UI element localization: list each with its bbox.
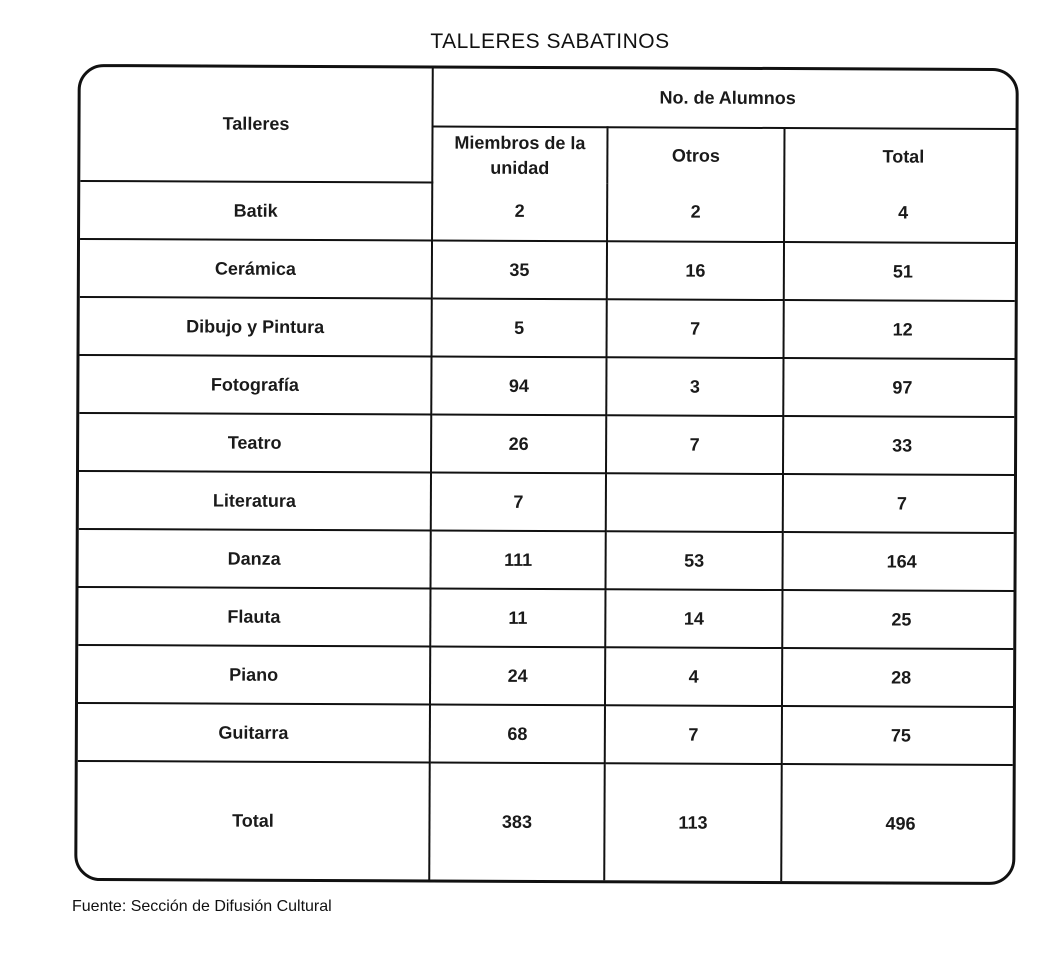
cell-miembros: 35 [432, 240, 607, 299]
cell-otros: 7 [607, 299, 784, 358]
cell-otros: 7 [606, 415, 783, 474]
cell-total-total: 496 [781, 764, 1019, 883]
table-row [78, 645, 1019, 707]
talleres-table [77, 67, 1019, 883]
table-row [79, 413, 1019, 475]
cell-miembros: 111 [431, 530, 606, 589]
cell-miembros: 2 [432, 182, 607, 241]
cell-total: 75 [782, 706, 1019, 765]
cell-miembros: 5 [432, 298, 607, 357]
cell-taller: Danza [79, 529, 431, 589]
page-title: TALLERES SABATINOS [430, 30, 670, 53]
header-talleres: Talleres [80, 67, 432, 183]
cell-total: 12 [784, 300, 1019, 359]
table-row [80, 181, 1019, 243]
cell-total-label: Total [77, 761, 430, 881]
cell-miembros: 94 [431, 356, 606, 415]
cell-total-otros: 113 [604, 763, 782, 882]
table-row [79, 529, 1019, 591]
header-total: Total [784, 128, 1019, 185]
table-row [79, 355, 1019, 417]
cell-total: 97 [783, 358, 1019, 417]
header-otros: Otros [607, 127, 784, 184]
table-row [80, 239, 1019, 301]
cell-taller: Flauta [78, 587, 430, 647]
cell-miembros: 7 [431, 472, 606, 531]
cell-otros: 2 [607, 183, 784, 242]
talleres-table-frame [74, 64, 1019, 885]
cell-taller: Batik [80, 181, 432, 241]
cell-otros: 4 [605, 647, 782, 706]
cell-otros [606, 473, 783, 532]
cell-total-miembros: 383 [429, 762, 605, 881]
cell-taller: Dibujo y Pintura [80, 297, 432, 357]
cell-taller: Literatura [79, 471, 431, 531]
cell-miembros: 68 [430, 704, 605, 763]
cell-total: 25 [782, 590, 1019, 649]
cell-otros: 16 [607, 241, 784, 300]
cell-total: 33 [783, 416, 1019, 475]
table-total-row [77, 761, 1019, 883]
table-row [80, 297, 1019, 359]
cell-taller: Teatro [79, 413, 431, 473]
cell-total: 51 [784, 242, 1019, 301]
cell-taller: Fotografía [79, 355, 431, 415]
cell-miembros: 24 [430, 646, 605, 705]
table-row [79, 471, 1019, 533]
cell-miembros: 26 [431, 414, 606, 473]
cell-taller: Cerámica [80, 239, 432, 299]
cell-total: 4 [784, 184, 1019, 243]
cell-total: 7 [783, 474, 1019, 533]
cell-taller: Guitarra [78, 703, 430, 763]
cell-otros: 3 [606, 357, 783, 416]
cell-taller: Piano [78, 645, 430, 705]
cell-otros: 14 [605, 589, 782, 648]
table-row [78, 587, 1019, 649]
header-no-de-alumnos: No. de Alumnos [433, 68, 1019, 129]
cell-total: 164 [782, 532, 1018, 591]
cell-otros: 53 [605, 531, 782, 590]
cell-miembros: 11 [430, 588, 605, 647]
source-note: Fuente: Sección de Difusión Cultural [72, 898, 332, 915]
cell-otros: 7 [605, 705, 782, 764]
table-row [78, 703, 1019, 765]
header-miembros: Miembros de la unidad [432, 126, 607, 183]
cell-total: 28 [782, 648, 1019, 707]
